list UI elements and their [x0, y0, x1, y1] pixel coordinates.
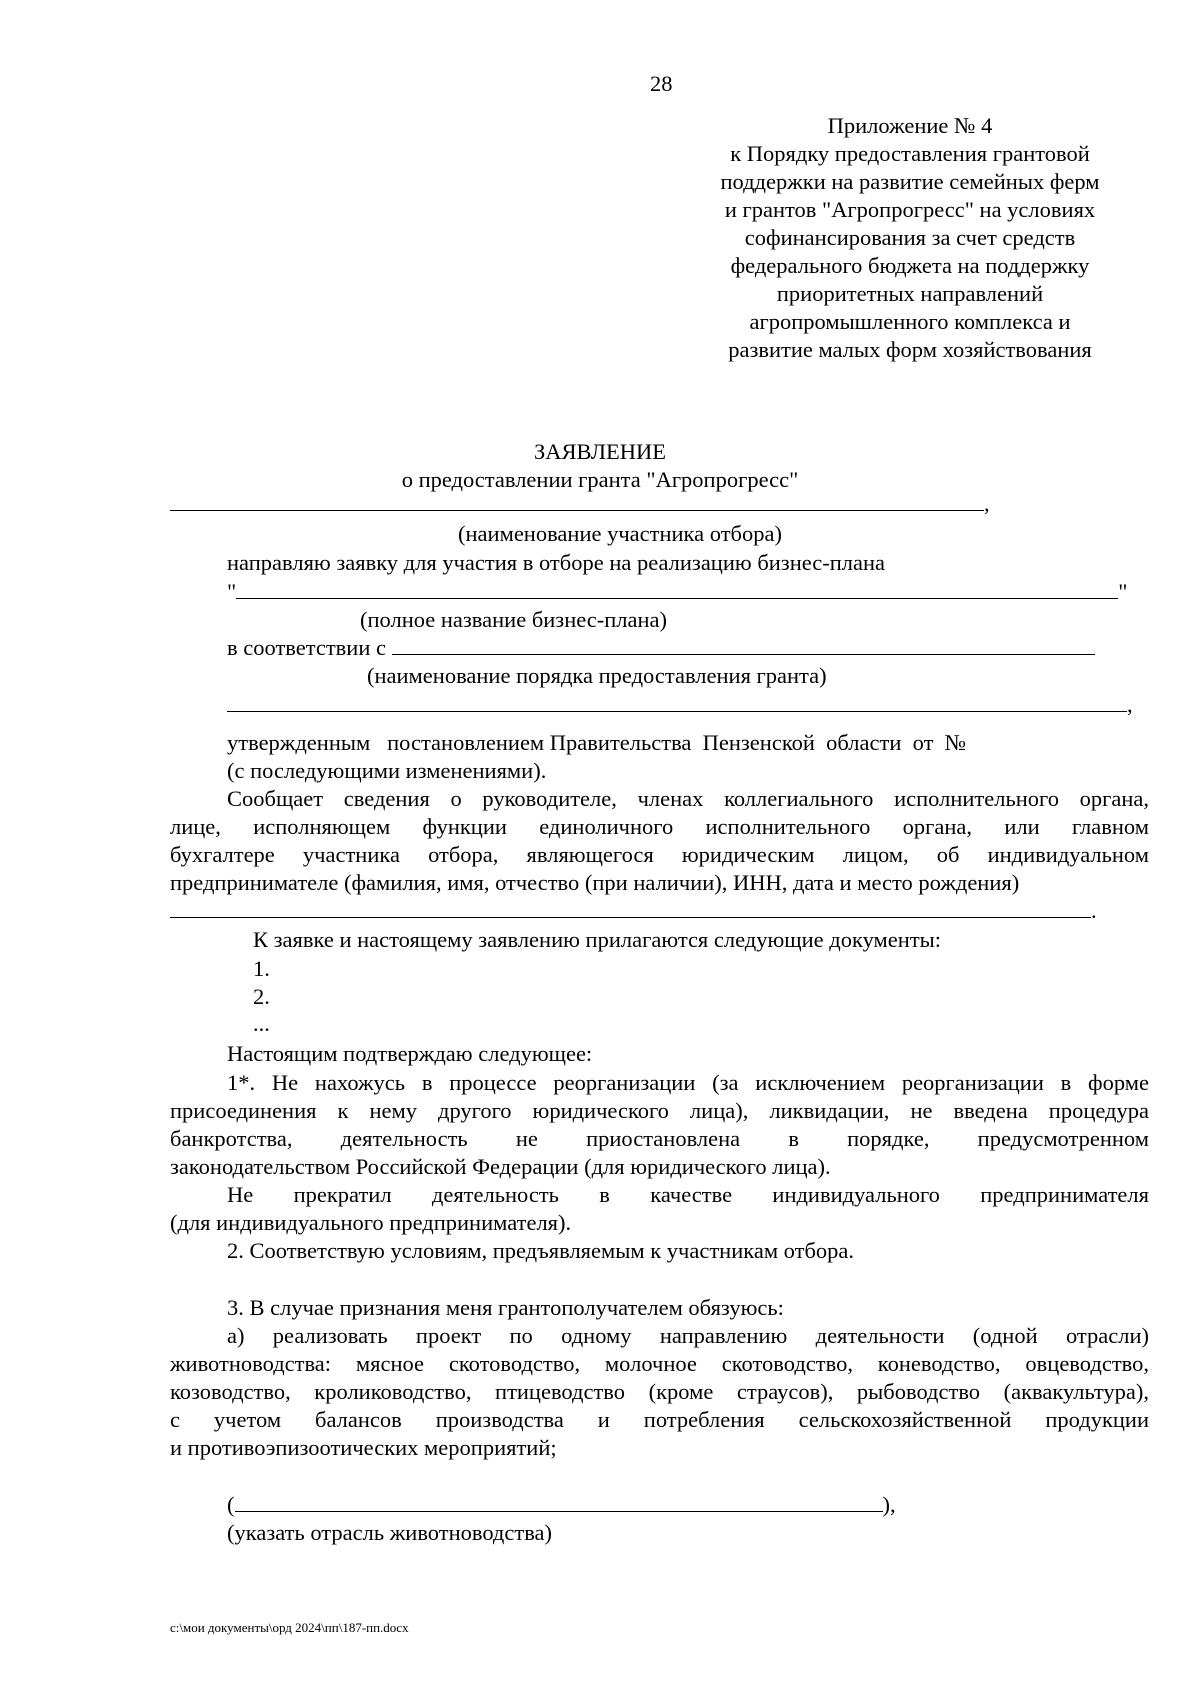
- attach-item: ...: [253, 1011, 270, 1036]
- p3-intro: 3. В случае признания меня грантополучателем обязуюсь:: [227, 1295, 784, 1320]
- p1-line: законодательством Российской Федерации (для юридического лица).: [170, 1154, 831, 1179]
- accordance-line: в соответствии с: [227, 634, 1095, 662]
- attach-intro: К заявке и настоящему заявлению прилагаются следующие документы:: [253, 927, 942, 952]
- appendix-line: агропромышленного комплекса и: [749, 309, 1071, 334]
- order-caption: (наименование порядка предоставления гранта): [367, 663, 827, 688]
- appendix-line: приоритетных направлений: [776, 281, 1044, 306]
- plan-caption: (полное название бизнес-плана): [360, 607, 668, 632]
- p1-line: 1*. Не нахожусь в процессе реорганизации (за исключением реорганизации в форме: [227, 1070, 1149, 1095]
- p1-line: банкротства, деятельность не приостановлена в порядке, предусмотренном: [170, 1126, 1149, 1151]
- appendix-line: федерального бюджета на поддержку: [730, 253, 1090, 278]
- p3a-line: козоводство, кролиководство, птицеводство (кроме страусов), рыбоводство (аквакультура),: [170, 1379, 1149, 1404]
- order-continuation-field[interactable]: ,: [227, 691, 1133, 719]
- participant-caption: (наименование участника отбора): [458, 521, 782, 546]
- info-line: предпринимателе (фамилия, имя, отчество (при наличии), ИНН, дата и место рождения): [170, 870, 1020, 895]
- appendix-line: Приложение № 4: [827, 113, 993, 138]
- p1-line: присоединения к нему другого юридического лица), ликвидации, не введена процедура: [170, 1098, 1149, 1123]
- footer-file-path: c:\мои документы\орд 2024\пп\187-пп.docx: [170, 1620, 409, 1635]
- info-line: лице, исполняющем функции единоличного исполнительного органа, или главном: [170, 814, 1149, 839]
- confirm-intro: Настоящим подтверждаю следующее:: [227, 1041, 593, 1066]
- p3a-line: с учетом балансов производства и потребления сельскохозяйственной продукции: [170, 1407, 1149, 1432]
- info-line: Сообщает сведения о руководителе, членах коллегиального исполнительного органа,: [227, 786, 1149, 811]
- info-line: бухгалтере участника отбора, являющегося юридическим лицом, об индивидуальном: [170, 842, 1149, 867]
- p1b-line: (для индивидуального предпринимателя).: [170, 1210, 572, 1235]
- appendix-line: поддержки на развитие семейных ферм: [720, 169, 1100, 194]
- document-subtitle: о предоставлении гранта "Агропрогресс": [401, 467, 799, 492]
- attach-item: 1.: [253, 956, 270, 981]
- appendix-line: к Порядку предоставления грантовой: [730, 141, 1090, 166]
- branch-field[interactable]: ( ),: [227, 1492, 896, 1517]
- amendments-text: (с последующими изменениями).: [227, 758, 547, 783]
- p1b-line: Не прекратил деятельность в качестве индивидуального предпринимателя: [227, 1182, 1149, 1207]
- info-field[interactable]: .: [170, 897, 1097, 925]
- approved-text: утвержденным постановлением Правительства Пензенской области от №: [227, 730, 967, 755]
- apply-text: направляю заявку для участия в отборе на реализацию бизнес-плана: [227, 550, 886, 575]
- appendix-line: и грантов "Агропрогресс" на условиях: [724, 197, 1096, 222]
- attach-item: 2.: [253, 984, 270, 1009]
- p3a-line: животноводства: мясное скотоводство, молочное скотоводство, коневодство, овцеводство,: [170, 1351, 1149, 1376]
- p2-text: 2. Соответствую условиям, предъявляемым к участникам отбора.: [227, 1238, 855, 1263]
- plan-name-field[interactable]: " ": [227, 579, 1128, 604]
- appendix-line: софинансирования за счет средств: [744, 225, 1076, 250]
- branch-caption: (указать отрасль животноводства): [227, 1520, 553, 1545]
- participant-field[interactable]: ,: [170, 490, 990, 518]
- appendix-line: развитие малых форм хозяйствования: [728, 337, 1092, 362]
- order-field[interactable]: [392, 634, 1095, 655]
- p3a-line: а) реализовать проект по одному направлению деятельности (одной отрасли): [227, 1323, 1149, 1348]
- document-title: ЗАЯВЛЕНИЕ: [534, 439, 666, 464]
- page-number: 28: [650, 71, 673, 96]
- p3a-line: и противоэпизоотических мероприятий;: [170, 1435, 557, 1460]
